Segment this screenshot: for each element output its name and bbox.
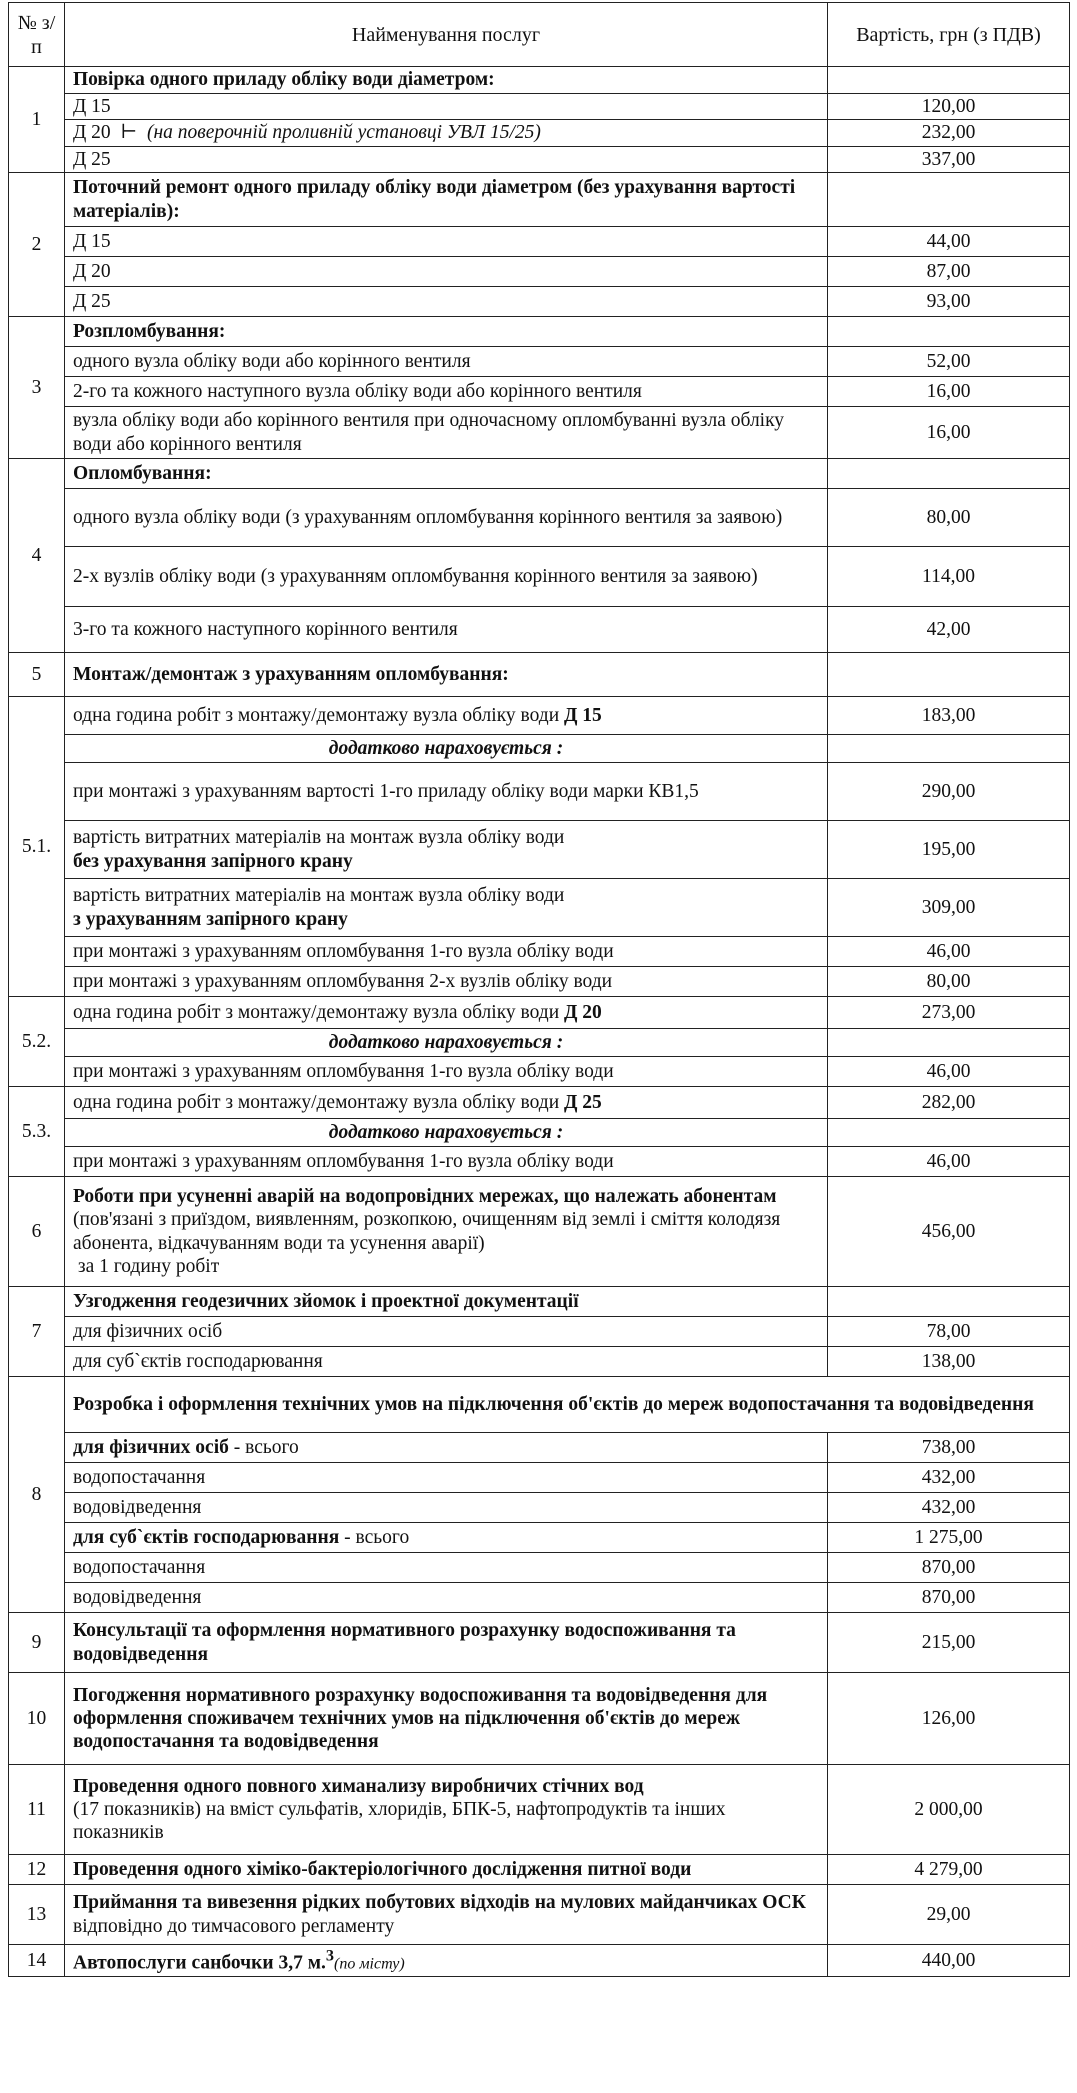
table-row: 5.2. одна година робіт з монтажу/демонтажу вузла обліку води Д 20 273,00 [9,997,1070,1029]
header-price: Вартість, грн (з ПДВ) [828,3,1070,67]
price-cell: 52,00 [828,347,1070,377]
price-cell: 273,00 [828,997,1070,1029]
extra-charge-note: додатково нараховується : [65,1029,828,1057]
price-cell: 46,00 [828,937,1070,967]
price-cell: 138,00 [828,1347,1070,1377]
table-row [9,317,1070,347]
price-cell: 2 000,00 [828,1765,1070,1855]
price-cell: 46,00 [828,1147,1070,1177]
table-row: одного вузла обліку води або корінного вентиля 52,00 [9,347,1070,377]
price-cell: 4 279,00 [828,1855,1070,1885]
section-no: 8 [9,1377,65,1613]
table-row: 9 Консультації та оформлення нормативного розрахунку водоспоживання та водовідведення 215,00 [9,1613,1070,1673]
table-row: водовідведення 870,00 [9,1583,1070,1613]
table-row [9,1377,1070,1433]
price-cell: 114,00 [828,547,1070,607]
price-cell: 87,00 [828,257,1070,287]
diameter-label: Д 20 [73,122,111,144]
section-no: 1 [9,67,65,173]
price-cell: 80,00 [828,967,1070,997]
price-cell: 46,00 [828,1057,1070,1087]
price-cell: 1 275,00 [828,1523,1070,1553]
price-cell: 870,00 [828,1583,1070,1613]
price-cell: 337,00 [828,146,1070,172]
table-row: 6 Роботи при усуненні аварій на водопровідних мережах, що належать абонентам (пов'язані з приїздом, виявленням, розкопкою, очищенням від землі і сміття колодязя абонента, відкачуванням води та усунення аварії) за 1 годину робіт 456,00 [9,1177,1070,1287]
section-no: 9 [9,1613,65,1673]
table-row [9,173,1070,227]
price-cell: 78,00 [828,1317,1070,1347]
table-row: водовідведення 432,00 [9,1493,1070,1523]
section-no: 7 [9,1287,65,1377]
price-cell: 440,00 [828,1945,1070,1977]
price-cell: 126,00 [828,1673,1070,1765]
price-cell: 309,00 [828,879,1070,937]
table-row [9,459,1070,489]
table-row [9,735,1070,763]
table-row: при монтажі з урахуванням опломбування 2-х вузлів обліку води 80,00 [9,967,1070,997]
subsection-no: 5.3. [9,1087,65,1177]
price-cell: 195,00 [828,821,1070,879]
table-row: 2-го та кожного наступного вузла обліку води або корінного вентиля 16,00 [9,377,1070,407]
price-cell: 44,00 [828,227,1070,257]
price-cell: 120,00 [828,94,1070,120]
table-row [9,1029,1070,1057]
section-no: 2 [9,173,65,317]
table-row: 11 Проведення одного повного химанализу виробничих стічних вод (17 показників) на вміст сульфатів, хлоридів, БПК-5, нафтопродуктів та інших показників 2 000,00 [9,1765,1070,1855]
section-title: Монтаж/демонтаж з урахуванням опломбування: [65,653,828,697]
price-cell: 183,00 [828,697,1070,735]
table-row: вузла обліку води або корінного вентиля при одночасному опломбуванні вузла обліку води або корінного вентиля 16,00 [9,407,1070,459]
price-cell: 432,00 [828,1493,1070,1523]
table-row: при монтажі з урахуванням опломбування 1-го вузла обліку води 46,00 [9,1147,1070,1177]
calibration-note: (на поверочній проливній установці УВЛ 15/25) [146,122,541,144]
price-cell: 282,00 [828,1087,1070,1119]
section-no: 11 [9,1765,65,1855]
table-row: 14 Автопослуги санбочки 3,7 м.$^3$(по місту) 440,00 [9,1945,1070,1977]
table-row [9,227,1070,257]
price-cell: 432,00 [828,1463,1070,1493]
price-cell: 16,00 [828,407,1070,459]
section-title: Поточний ремонт одного приладу обліку води діаметром (без урахування вартості матеріалів): [65,173,828,227]
table-row: водопостачання 432,00 [9,1463,1070,1493]
table-row: одного вузла обліку води (з урахуванням опломбування корінного вентиля за заявою) 80,00 [9,489,1070,547]
section-title: Опломбування: [65,459,828,489]
table-row [9,653,1070,697]
table-row: при монтажі з урахуванням опломбування 1-го вузла обліку води 46,00 [9,1057,1070,1087]
table-row [9,94,1070,120]
section-no: 5 [9,653,65,697]
diameter-label: Д 25 [73,148,111,170]
price-cell: 80,00 [828,489,1070,547]
subsection-no: 5.1. [9,697,65,997]
section-no: 12 [9,1855,65,1885]
section-no: 13 [9,1885,65,1945]
section-no: 4 [9,459,65,653]
table-row [9,1119,1070,1147]
table-row: водопостачання 870,00 [9,1553,1070,1583]
table-row: вартість витратних матеріалів на монтаж вузла обліку води без урахування запірного крану 195,00 [9,821,1070,879]
section-title: Узгодження геодезичних зйомок і проектної документації [65,1287,828,1317]
table-row: 2-х вузлів обліку води (з урахуванням опломбування корінного вентиля за заявою) 114,00 [9,547,1070,607]
table-row [9,287,1070,317]
section-no: 10 [9,1673,65,1765]
table-row: для фізичних осіб 78,00 [9,1317,1070,1347]
diameter-label: Д 15 [65,227,828,257]
table-row: 5.1. одна година робіт з монтажу/демонтажу вузла обліку води Д 15 183,00 [9,697,1070,735]
header-no: № з/п [9,3,65,67]
price-cell: 290,00 [828,763,1070,821]
header-name: Найменування послуг [65,3,828,67]
table-row: для суб`єктів господарювання 138,00 [9,1347,1070,1377]
diameter-label: Д 25 [65,287,828,317]
section-title: Розробка і оформлення технічних умов на підключення об'єктів до мереж водопостачання та водовідведення [65,1377,1070,1433]
price-cell: 42,00 [828,607,1070,653]
table-row [9,257,1070,287]
price-cell: 215,00 [828,1613,1070,1673]
price-cell: 738,00 [828,1433,1070,1463]
extra-charge-note: додатково нараховується : [65,735,828,763]
table-row: вартість витратних матеріалів на монтаж вузла обліку води з урахуванням запірного крану 309,00 [9,879,1070,937]
subsection-no: 5.2. [9,997,65,1087]
table-row: при монтажі з урахуванням опломбування 1-го вузла обліку води 46,00 [9,937,1070,967]
services-price-table [8,2,1070,1977]
table-row: для фізичних осіб - всього 738,00 [9,1433,1070,1463]
table-row: для суб`єктів господарювання - всього 1 275,00 [9,1523,1070,1553]
price-cell: 232,00 [828,120,1070,146]
table-row: 12 Проведення одного хіміко-бактеріологічного дослідження питної води 4 279,00 [9,1855,1070,1885]
section-title: Повірка одного приладу обліку води діаметром: [65,67,828,94]
price-cell: 456,00 [828,1177,1070,1287]
table-header [9,3,1070,67]
section-no: 3 [9,317,65,459]
section-no: 14 [9,1945,65,1977]
table-row [9,1287,1070,1317]
table-row: 3-го та кожного наступного корінного вентиля 42,00 [9,607,1070,653]
section-title: Розпломбування: [65,317,828,347]
diameter-label: Д 15 [73,96,111,117]
table-row [9,146,1070,172]
price-cell: 870,00 [828,1553,1070,1583]
extra-charge-note: додатково нараховується : [65,1119,828,1147]
table-row: при монтажі з урахуванням вартості 1-го приладу обліку води марки КВ1,5 290,00 [9,763,1070,821]
table-row: 10 Погодження нормативного розрахунку водоспоживання та водовідведення для оформлення споживачем технічних умов на підключення об'єктів до мереж водопостачання та водовідведення 126,00 [9,1673,1070,1765]
price-cell: 16,00 [828,377,1070,407]
diameter-label: Д 20 [65,257,828,287]
section-no: 6 [9,1177,65,1287]
table-row: 13 Приймання та вивезення рідких побутових відходів на мулових майданчиках ОСК відповідно до тимчасового регламенту 29,00 [9,1885,1070,1945]
table-row: Д 20 ⊢ (на поверочній проливній установці УВЛ 15/25) 232,00 [9,120,1070,146]
price-cell: 29,00 [828,1885,1070,1945]
table-row: 5.3. одна година робіт з монтажу/демонтажу вузла обліку води Д 25 282,00 [9,1087,1070,1119]
price-cell: 93,00 [828,287,1070,317]
table-row [9,67,1070,94]
